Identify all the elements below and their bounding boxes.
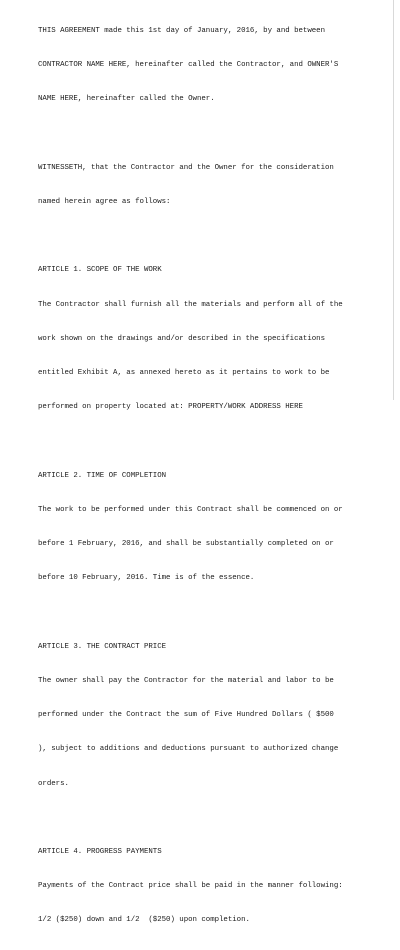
- text-line: THIS AGREEMENT made this 1st day of January, 2016, by and between: [38, 26, 325, 35]
- text-line: CONTRACTOR NAME HERE, hereinafter called the Contractor, and OWNER'S: [38, 61, 339, 70]
- article-1-section: [38, 243, 393, 437]
- text-line: 1/2 ($250) down and 1/2 ($250) upon completion.: [38, 916, 250, 925]
- article-heading: ARTICLE 4. PROGRESS PAYMENTS: [38, 847, 162, 856]
- text-line: performed under the Contract the sum of Five Hundred Dollars ( $500: [38, 711, 334, 720]
- article-heading: ARTICLE 3. THE CONTRACT PRICE: [38, 642, 167, 651]
- text-line: entitled Exhibit A, as annexed hereto as it pertains to work to be: [38, 368, 330, 377]
- article-heading: ARTICLE 1. SCOPE OF THE WORK: [38, 266, 162, 275]
- text-line: before 10 February, 2016. Time is of the essence.: [38, 574, 255, 583]
- article-2-section: [38, 448, 393, 608]
- text-line: performed on property located at: PROPERTY/WORK ADDRESS HERE: [38, 403, 303, 412]
- text-line: orders.: [38, 779, 69, 788]
- article-4-section: [38, 824, 393, 949]
- text-line: before 1 February, 2016, and shall be substantially completed on or: [38, 540, 334, 549]
- witnesseth-paragraph: [38, 140, 393, 231]
- text-line: The work to be performed under this Contract shall be commenced on or: [38, 505, 343, 514]
- text-line: The Contractor shall furnish all the materials and perform all of the: [38, 300, 343, 309]
- text-line: named herein agree as follows:: [38, 197, 171, 206]
- text-line: work shown on the drawings and/or described in the specifications: [38, 334, 325, 343]
- text-line: ), subject to additions and deductions pursuant to authorized change: [38, 745, 339, 754]
- article-3-section: [38, 619, 393, 813]
- text-line: NAME HERE, hereinafter called the Owner.: [38, 95, 215, 104]
- text-line: WITNESSETH, that the Contractor and the Owner for the consideration: [38, 163, 334, 172]
- text-line: The owner shall pay the Contractor for the material and labor to be: [38, 676, 334, 685]
- intro-paragraph: [38, 3, 393, 128]
- article-heading: ARTICLE 2. TIME OF COMPLETION: [38, 471, 167, 480]
- text-line: Payments of the Contract price shall be paid in the manner following:: [38, 882, 343, 891]
